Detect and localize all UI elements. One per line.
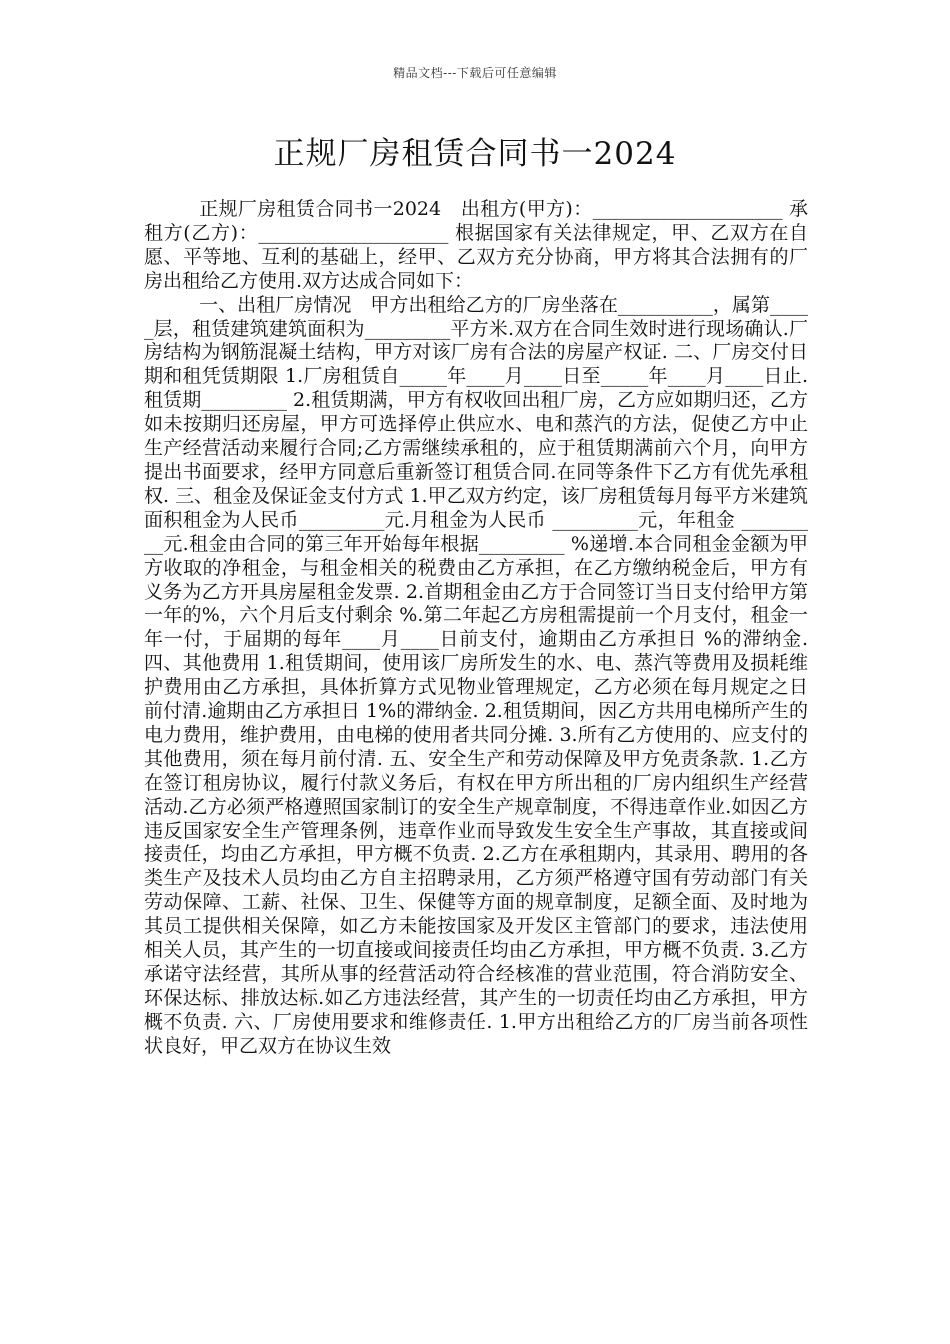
- document-body: [144, 198, 808, 1059]
- body-paragraph: 一、出租厂房情况 甲方出租给乙方的厂房坐落在__________，属第_____层，租赁建筑建筑面积为_________平方米.双方在合同生效时进行现场确认.厂房结构为钢筋混凝土结构，甲方对该厂房有合法的房屋产权证. 二、厂房交付日期和租凭赁期限 1.厂房租赁自_____年____月____日至_____年____月____日止.租赁期_________ 2.租赁期满，甲方有权收回出租厂房，乙方应如期归还，乙方如未按期归还房屋，甲方可选择停止供应水、电和蒸汽的方法，促使乙方中止生产经营活动来履行合同;乙方需继续承租的，应于租赁期满前六个月，向甲方提出书面要求，经甲方同意后重新签订租赁合同.在同等条件下乙方有优先承租权. 三、租金及保证金支付方式 1.甲乙双方约定，该厂房租赁每月每平方米建筑面积租金为人民币_________元.月租金为人民币 _________元，年租金 _________元.租金由合同的第三年开始每年根据_________ %递增.本合同租金金额为甲方收取的净租金，与租金相关的税费由乙方承担，在乙方缴纳税金后，甲方有义务为乙方开具房屋租金发票. 2.首期租金由乙方于合同签订当日支付给甲方第一年的%，六个月后支付剩余 %.第二年起乙方房租需提前一个月支付，租金一年一付，于届期的每年____月____日前支付，逾期由乙方承担日 %的滞纳金. 四、其他费用 1.租赁期间，使用该厂房所发生的水、电、蒸汽等费用及损耗维护费用由乙方承担，具体折算方式见物业管理规定，乙方必须在每月规定之日前付清.逾期由乙方承担日 1%的滞纳金. 2.租赁期间，因乙方共用电梯所产生的电力费用，维护费用，由电梯的使用者共同分摊. 3.所有乙方使用的、应支付的其他费用，须在每月前付清. 五、安全生产和劳动保障及甲方免责条款. 1.乙方在签订租房协议，履行付款义务后，有权在甲方所出租的厂房内组织生产经营活动.乙方必须严格遵照国家制订的安全生产规章制度，不得违章作业.如因乙方违反国家安全生产管理条例，违章作业而导致发生安全生产事故，其直接或间接责任，均由乙方承担，甲方概不负责. 2.乙方在承租期内，其录用、聘用的各类生产及技术人员均由乙方自主招聘录用，乙方须严格遵守国有劳动部门有关劳动保障、工薪、社保、卫生、保健等方面的规章制度，足额全面、及时地为其员工提供相关保障，如乙方未能按国家及开发区主管部门的要求，违法使用相关人员，其产生的一切直接或间接责任均由乙方承担，甲方概不负责. 3.乙方承诺守法经营，其所从事的经营活动符合经核准的营业范围，符合消防安全、环保达标、排放达标.如乙方违法经营，其产生的一切责任均由乙方承担，甲方概不负责. 六、厂房使用要求和维修责任. 1.甲方出租给乙方的厂房当前各项性状良好，甲乙双方在协议生效: [144, 293, 808, 1057]
- body-paragraph: 正规厂房租赁合同书一2024 出租方(甲方)：____________________ 承租方(乙方)：____________________ 根据国家有关法律规定，甲、乙双方在自愿、平等地、互利的基础上，经甲、乙双方充分协商，甲方将其合法拥有的厂房出租给乙方使用.双方达成合同如下：: [144, 198, 808, 292]
- header-note: 精品文档---下载后可任意编辑: [393, 66, 557, 80]
- document-title: 正规厂房租赁合同书一2024: [273, 136, 677, 172]
